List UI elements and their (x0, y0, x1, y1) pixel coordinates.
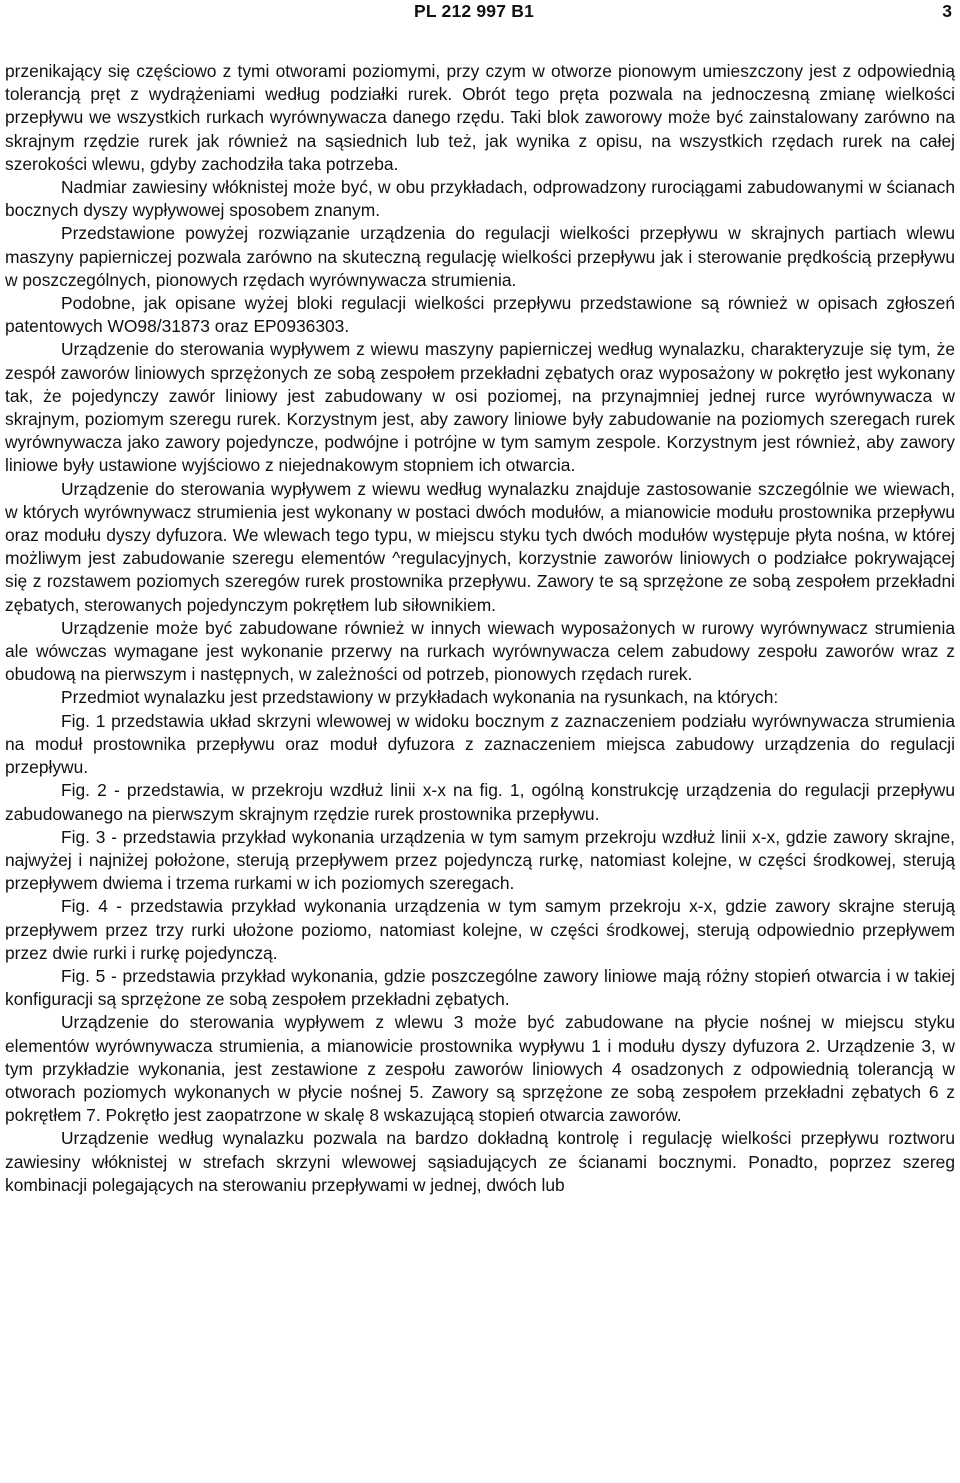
page-header (0, 0, 960, 30)
paragraph: Fig. 5 - przedstawia przykład wykonania, gdzie poszczególne zawory liniowe mają różny stopień otwarcia i w takiej konfiguracji są sprzężone ze sobą zespołem przekładni zębatych. (5, 965, 955, 1010)
paragraph: Przedstawione powyżej rozwiązanie urządzenia do regulacji wielkości przepływu w skrajnych partiach wlewu maszyny papierniczej pozwala zarówno na skuteczną regulację wielkości przepływu jak i sterowanie prędkością przepływu w poszczególnych, pionowych rzędach wyrównywacza strumienia. (5, 223, 955, 290)
paragraph: Podobne, jak opisane wyżej bloki regulacji wielkości przepływu przedstawione są również w opisach zgłoszeń patentowych WO98/31873 oraz EP0936303. (5, 293, 955, 337)
paragraph: Urządzenie według wynalazku pozwala na bardzo dokładną kontrolę i regulację wielkości przepływu roztworu zawiesiny włóknistej w strefach skrzyni wlewowej sąsiadujących ze ścianami bocznymi. Ponadto, poprzez szereg kombinacji polegających na sterowaniu przepływami w jednej, dwóch lub (5, 1128, 955, 1195)
paragraph: przenikający się częściowo z tymi otworami poziomymi, przy czym w otworze pionowym umieszczony jest z odpowiednią tolerancją pręt z wydrążeniami według podziałki rurek. Obrót tego pręta pozwala na jednoczesną zmianę wielkości przepływu we wszystkich rurkach wyrównywacza danego rzędu. Taki blok zaworowy może być zainstalowany zarówno na skrajnym rzędzie rurek jak również na sąsiednich lub też, jak wynika z opisu, na wszystkich rzędach rurek na całej szerokości wlewu, gdyby zachodziła taka potrzeba. (5, 61, 955, 174)
paragraph: Urządzenie może być zabudowane również w innych wiewach wyposażonych w rurowy wyrównywacz strumienia ale wówczas wymagane jest wykonanie przerwy na rurkach wyrównywacza celem zabudowy zespołu zaworów wraz z obudową na pierwszym i następnych, w zależności od potrzeb, pionowych rzędach rurek. (5, 617, 955, 685)
document-body (5, 60, 955, 1197)
paragraph: Urządzenie do sterowania wypływem z wlewu 3 może być zabudowane na płycie nośnej w miejscu styku elementów wyrównywacza strumienia, a mianowicie prostownika wypływu 1 i modułu dyszy dyfuzora 2. Urządzenie 3, w tym przykładzie wykonania, jest zestawione z zespołu zaworów liniowych 4 osadzonych z odpowiednią tolerancją w otworach poziomych wykonanych w płycie nośnej 5. Zawory są sprzężone ze sobą zespołem przekładni zębatych 6 z pokrętłem 7. Pokrętło jest zaopatrzone w skalę 8 wskazującą stopień otwarcia zaworów. (5, 1012, 955, 1126)
paragraph: Fig. 1 przedstawia układ skrzyni wlewowej w widoku bocznym z zaznaczeniem podziału wyrównywacza strumienia na moduł prostownika przepływu oraz moduł dyfuzora z zaznaczeniem miejsca zabudowy urządzenia do regulacji przepływu. (5, 710, 955, 778)
paragraph: Fig. 2 - przedstawia, w przekroju wzdłuż linii x-x na fig. 1, ogólną konstrukcję urządzenia do regulacji przepływu zabudowanego na pierwszym skrajnym rzędzie rurek prostownika przepływu. (5, 780, 955, 824)
paragraph: Urządzenie do sterowania wypływem z wiewu maszyny papierniczej według wynalazku, charakteryzuje się tym, że zespół zaworów liniowych sprzężonych ze sobą zespołem przekładni zębatych oraz wyposażony w pokrętło jest wykonany tak, że pojedynczy zawór liniowy jest zabudowany w osi poziomej, na przynajmniej jednej rurce wyrównywacza w skrajnym, poziomym szeregu rurek. Korzystnym jest, aby zawory liniowe były zabudowanie na poziomych szeregach rurek wyrównywacza jako zawory pojedyncze, podwójne i potrójne w tym samym zespole. Korzystnym jest również, aby zawory liniowe były ustawione wyjściowo z niejednakowym stopniem ich otwarcia. (5, 339, 955, 476)
paragraph: Fig. 4 - przedstawia przykład wykonania urządzenia w tym samym przekroju x-x, gdzie zawory skrajne sterują przepływem przez trzy rurki ułożone poziomo, natomiast kolejne, w części środkowej, sterują odpowiednio przepływem przez dwie rurki i rurkę pojedynczą. (5, 896, 955, 963)
page-number: 3 (942, 1, 952, 21)
paragraph: Fig. 3 - przedstawia przykład wykonania urządzenia w tym samym przekroju wzdłuż linii x-x, gdzie zawory skrajne, najwyżej i najniżej położone, sterują przepływem przez pojedynczą rurkę, natomiast kolejne, w części środkowej, sterują przepływem dwiema i trzema rurkami w ich poziomych szeregach. (5, 826, 955, 894)
paragraph: Urządzenie do sterowania wypływem z wiewu według wynalazku znajduje zastosowanie szczególnie we wiewach, w których wyrównywacz strumienia jest wykonany w postaci dwóch modułów, a mianowicie modułu prostownika przepływu oraz modułu dyszy dyfuzora. We wlewach tego typu, w miejscu styku tych dwóch modułów występuje płyta nośna, w której możliwym jest zabudowanie szeregu elementów ^regulacyjnych, korzystnie zaworów liniowych o podziałce pokrywającej się z rozstawem poziomych szeregów rurek prostownika przepływu. Zawory te są sprzężone ze sobą zespołem przekładni zębatych, sterowanych pojedynczym pokrętłem lub siłownikiem. (5, 478, 955, 615)
paragraph: Przedmiot wynalazku jest przedstawiony w przykładach wykonania na rysunkach, na których: (61, 687, 779, 708)
patent-number: PL 212 997 B1 (414, 1, 534, 21)
paragraph: Nadmiar zawiesiny włóknistej może być, w obu przykładach, odprowadzony rurociągami zabudowanymi w ścianach bocznych dyszy wypływowej sposobem znanym. (5, 177, 955, 221)
